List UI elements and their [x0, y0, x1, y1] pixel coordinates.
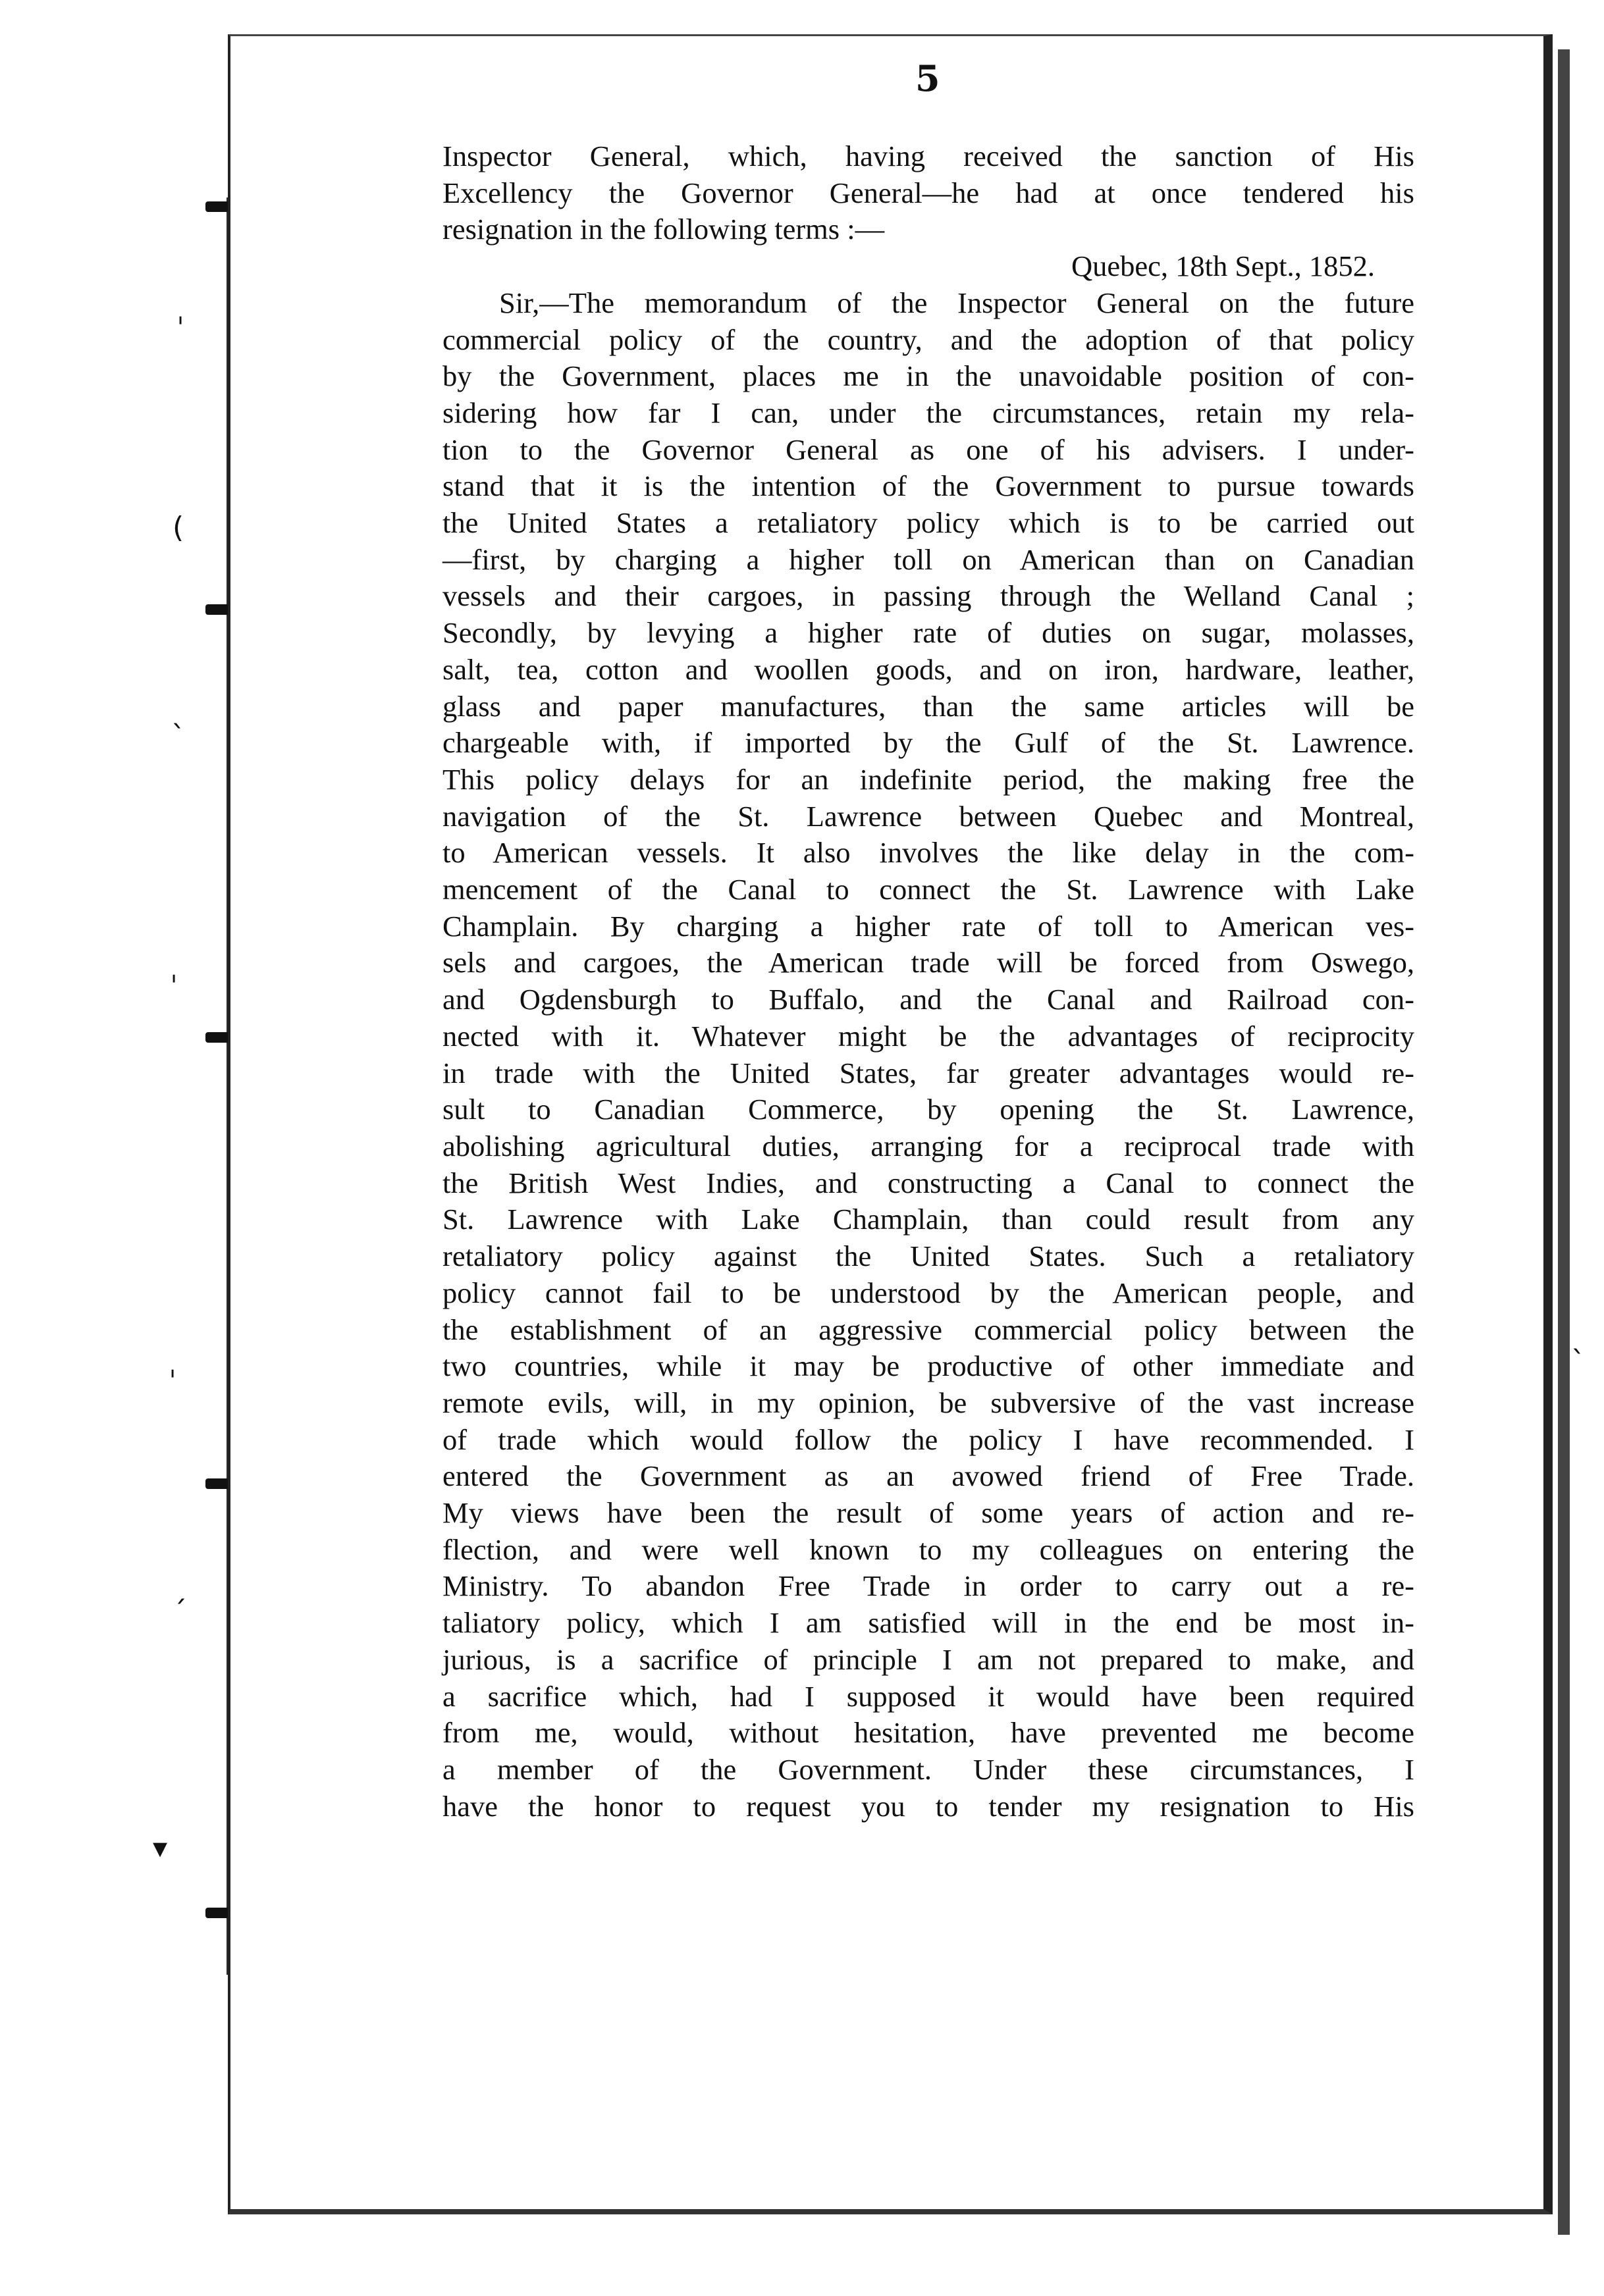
margin-speck: ˎ: [171, 695, 186, 729]
letter-body-line: jurious, is a sacrifice of principle I am not prepared to make, and: [442, 1642, 1414, 1676]
letter-body-line: sidering how far I can, under the circumstances, retain my rela-: [442, 396, 1414, 429]
margin-speck: ˌ: [176, 294, 185, 327]
letter-body-line: Sir,—The memorandum of the Inspector General on the future: [499, 286, 1414, 319]
letter-body-line: —first, by charging a higher toll on American than on Canadian: [442, 542, 1414, 576]
letter-body-line: of trade which would follow the policy I have recommended. I: [442, 1422, 1414, 1456]
letter-body-line: taliatory policy, which I am satisfied will in the end be most in-: [442, 1606, 1414, 1640]
letter-body-line: the establishment of an aggressive commercial policy between the: [442, 1313, 1414, 1346]
letter-body-line: St. Lawrence with Lake Champlain, than could result from any: [442, 1203, 1414, 1236]
letter-body-line: Ministry. To abandon Free Trade in order to carry out a re-: [442, 1569, 1414, 1603]
letter-body-line: a sacrifice which, had I supposed it would have been required: [442, 1679, 1414, 1713]
letter-body-line: This policy delays for an indefinite period, the making free the: [442, 762, 1414, 796]
letter-body-line: policy cannot fail to be understood by the American people, and: [442, 1276, 1414, 1309]
letter-body-line: mencement of the Canal to connect the St. Lawrence with Lake: [442, 873, 1414, 906]
letter-body-line: salt, tea, cotton and woollen goods, and on iron, hardware, leather,: [442, 652, 1414, 686]
letter-body-line: from me, would, without hesitation, have prevented me become: [442, 1716, 1414, 1750]
letter-body-line: vessels and their cargoes, in passing through the Welland Canal ;: [442, 579, 1414, 613]
letter-body-line: glass and paper manufactures, than the same articles will be: [442, 689, 1414, 723]
letter-body-line: a member of the Government. Under these circumstances, I: [442, 1752, 1414, 1786]
intro-line: resignation in the following terms :—: [442, 213, 885, 246]
letter-body-line: navigation of the St. Lawrence between Quebec and Montreal,: [442, 799, 1414, 833]
letter-body-line: the British West Indies, and constructing a Canal to connect the: [442, 1166, 1414, 1199]
intro-line: Excellency the Governor General—he had at once tendered his: [442, 176, 1414, 209]
letter-body-line: to American vessels. It also involves the like delay in the com-: [442, 836, 1414, 870]
letter-body-line: the United States a retaliatory policy which is to be carried out: [442, 506, 1414, 540]
letter-body-line: in trade with the United States, far greater advantages would re-: [442, 1056, 1414, 1089]
margin-speck: (: [173, 511, 184, 544]
letter-body-line: nected with it. Whatever might be the advantages of reciprocity: [442, 1019, 1414, 1053]
intro-line: Inspector General, which, having received the sanction of His: [442, 140, 1414, 172]
margin-speck: ˏ: [173, 1571, 187, 1604]
letter-body-line: stand that it is the intention of the Government to pursue towards: [442, 469, 1414, 503]
letter-body-line: two countries, while it may be productive of other immediate and: [442, 1349, 1414, 1383]
letter-body-line: tion to the Governor General as one of his advisers. I under-: [442, 432, 1414, 466]
letter-dateline: Quebec, 18th Sept., 1852.: [1071, 249, 1375, 283]
margin-speck: ▾: [153, 1831, 168, 1865]
letter-body-line: remote evils, will, in my opinion, be subversive of the vast increase: [442, 1386, 1414, 1419]
margin-speck: ˌ: [169, 1347, 177, 1380]
letter-body-line: retaliatory policy against the United States. Such a retaliatory: [442, 1239, 1414, 1273]
letter-body-line: and Ogdensburgh to Buffalo, and the Canal and Railroad con-: [442, 983, 1414, 1016]
margin-speck: ˌ: [170, 952, 178, 985]
letter-text-block: [442, 138, 1414, 1825]
letter-body-line: Champlain. By charging a higher rate of toll to American ves-: [442, 909, 1414, 943]
letter-body-line: sels and cargoes, the American trade will be forced from Oswego,: [442, 946, 1414, 979]
letter-body-line: entered the Government as an avowed friend of Free Trade.: [442, 1459, 1414, 1493]
page-number: 5: [915, 57, 940, 99]
letter-body-line: Secondly, by levying a higher rate of duties on sugar, molasses,: [442, 616, 1414, 650]
letter-body-line: commercial policy of the country, and the adoption of that policy: [442, 323, 1414, 356]
letter-body-line: chargeable with, if imported by the Gulf of the St. Lawrence.: [442, 726, 1414, 760]
letter-body-line: My views have been the result of some years of action and re-: [442, 1496, 1414, 1530]
margin-speck: ˎ: [1571, 1320, 1586, 1354]
letter-body-line: abolishing agricultural duties, arranging for a reciprocal trade with: [442, 1129, 1414, 1162]
letter-body-line: sult to Canadian Commerce, by opening the St. Lawrence,: [442, 1093, 1414, 1126]
letter-body-line: have the honor to request you to tender my resignation to His: [442, 1789, 1414, 1823]
letter-body-line: by the Government, places me in the unavoidable position of con-: [442, 359, 1414, 393]
letter-body-line: flection, and were well known to my colleagues on entering the: [442, 1532, 1414, 1566]
